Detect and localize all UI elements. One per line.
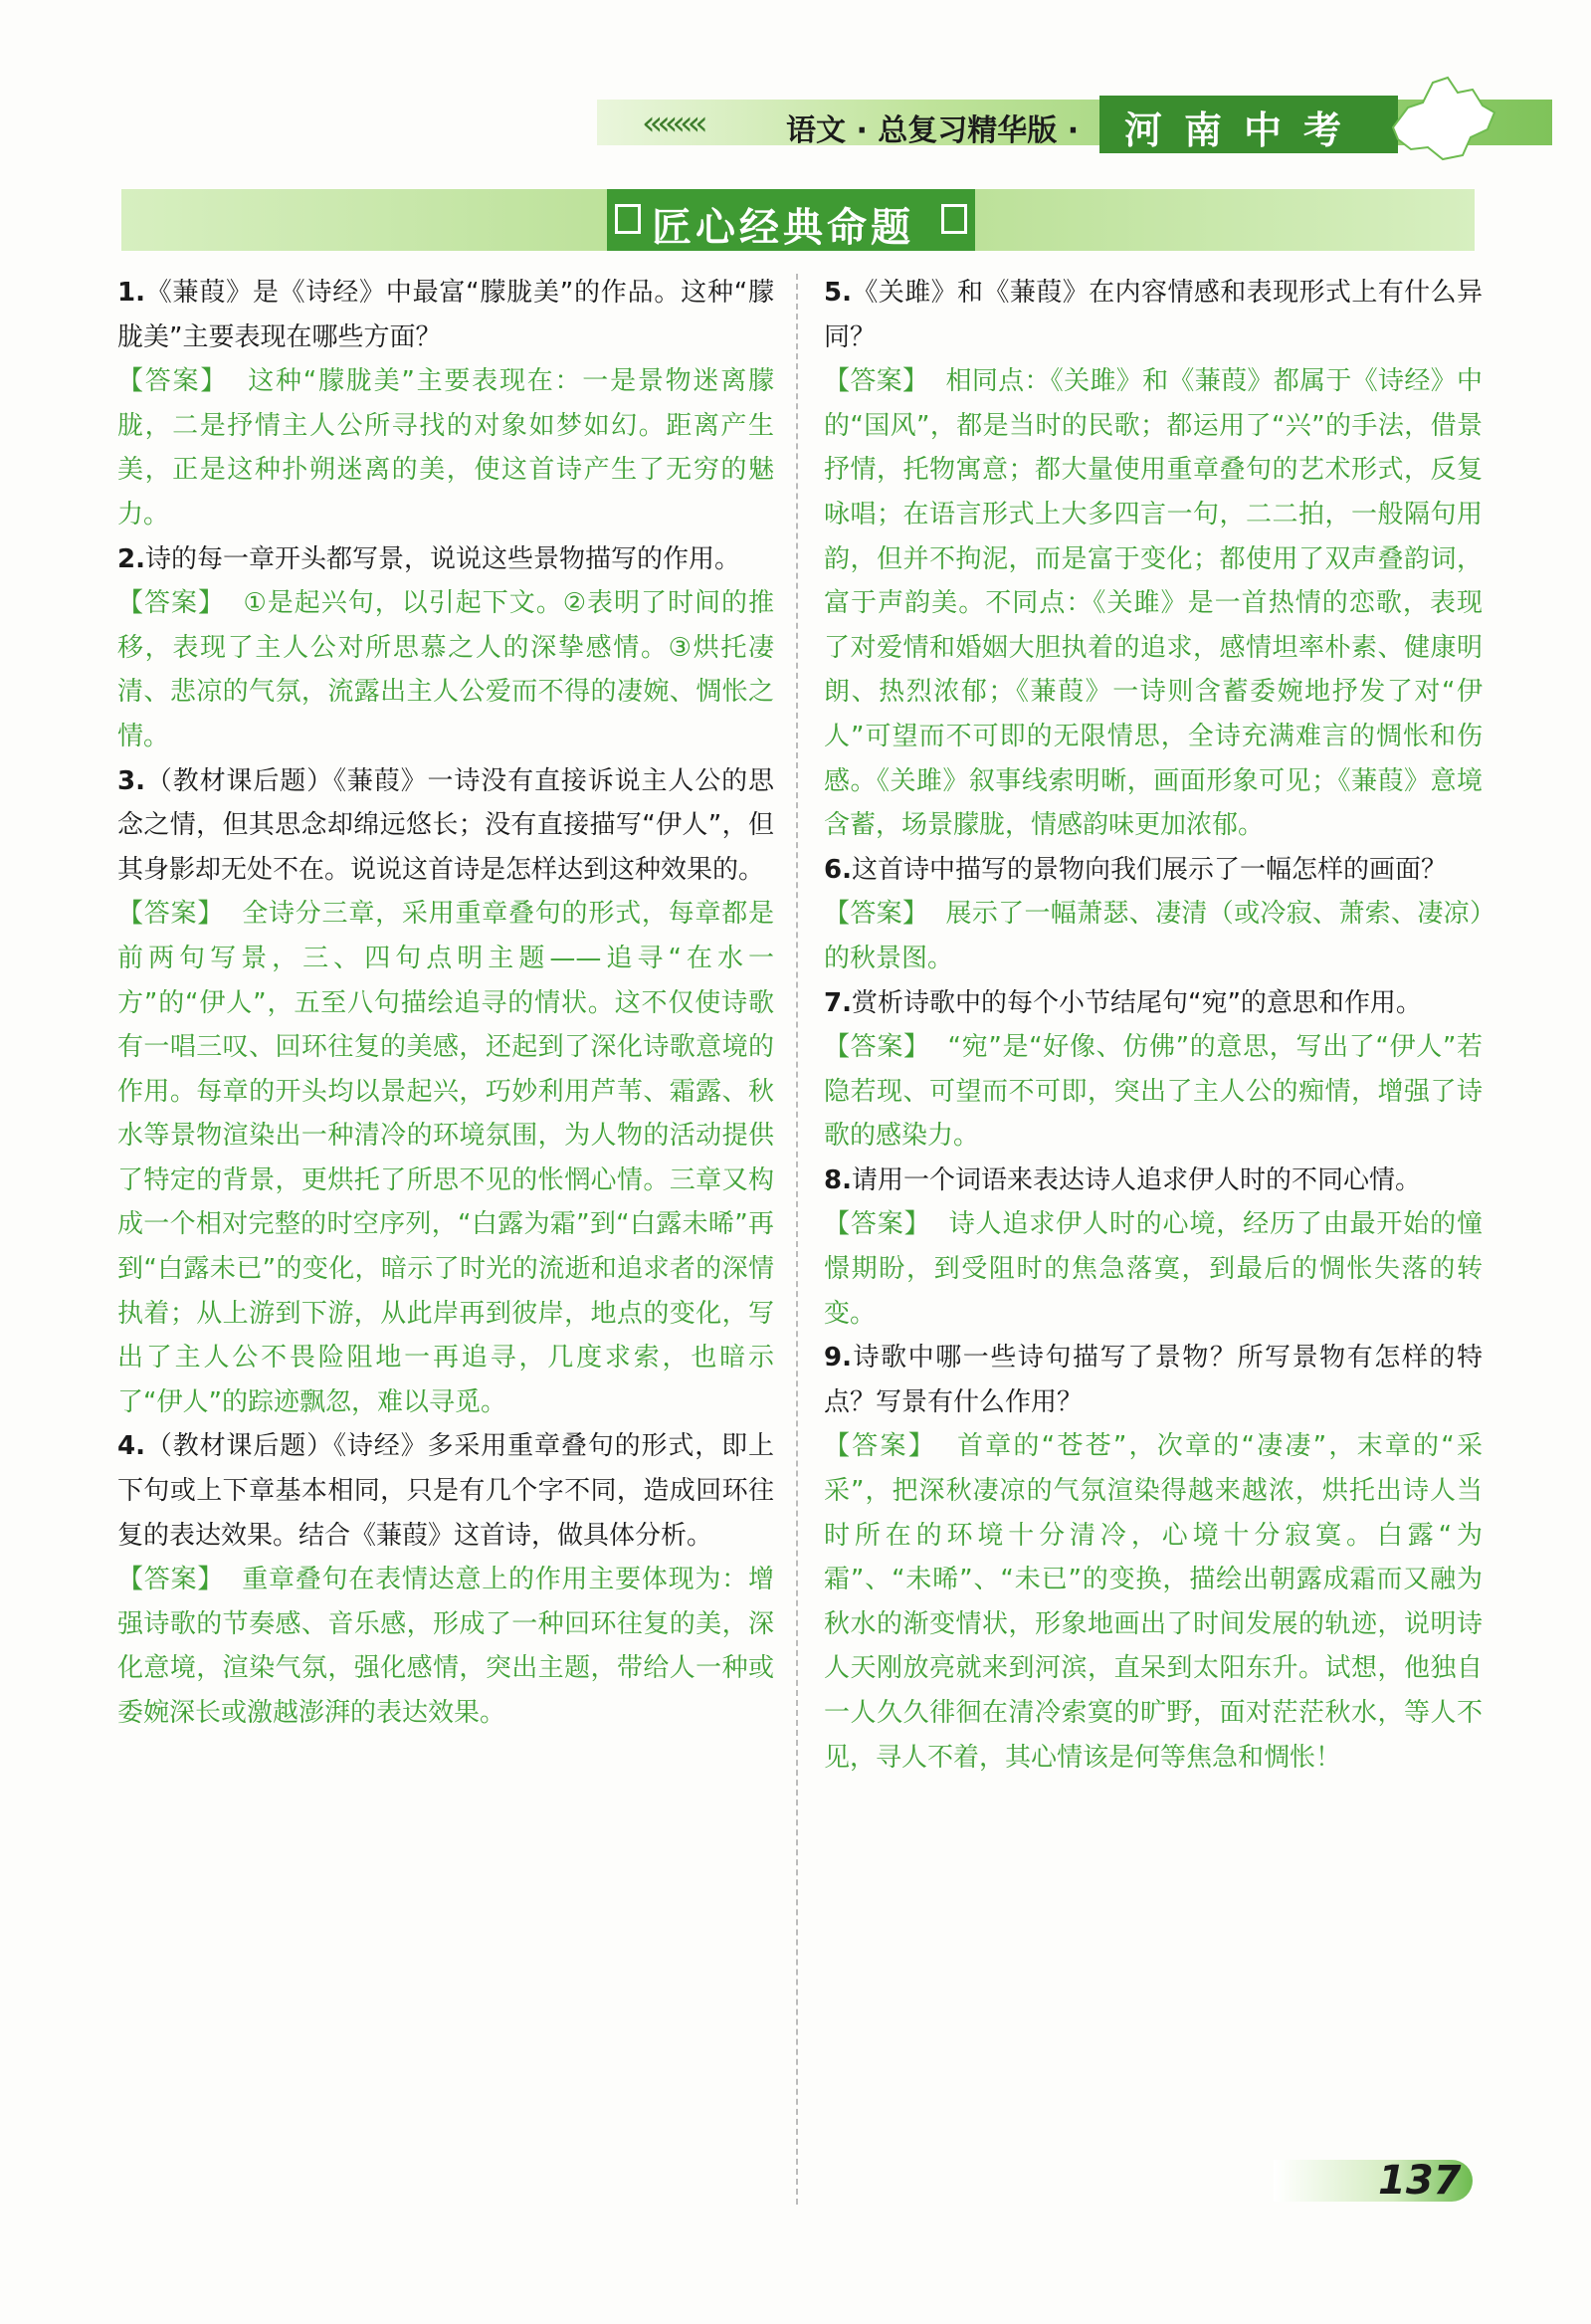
banner-ornament-right bbox=[941, 204, 967, 234]
answer-text: 这种“朦胧美”主要表现在：一是景物迷离朦胧，二是抒情主人公所寻找的对象如梦如幻。距离产生美，正是这种扑朔迷离的美，使这首诗产生了无穷的魅力。 bbox=[117, 366, 774, 529]
question-number: 8. bbox=[824, 1164, 852, 1195]
page-number: 137 bbox=[1378, 2158, 1462, 2204]
question-text: 《关雎》和《蒹葭》在内容情感和表现形式上有什么异同？ bbox=[824, 278, 1483, 352]
answer-text: “宛”是“好像、仿佛”的意思，写出了“伊人”若隐若现、可望而不可即，突出了主人公的痴情，增强了诗歌的感染力。 bbox=[824, 1032, 1483, 1152]
answer-text: 重章叠句在表情达意上的作用主要体现为：增强诗歌的节奏感、音乐感，形成了一种回环往复的美，深化意境，渲染气氛，强化感情，突出主题，带给人一种或委婉深长或激越澎湃的表达效果。 bbox=[117, 1565, 774, 1728]
answer bbox=[824, 1025, 1483, 1159]
answer bbox=[824, 359, 1483, 848]
question bbox=[117, 537, 774, 582]
question-number: 9. bbox=[824, 1343, 852, 1373]
answer-text: 相同点：《关雎》和《蒹葭》都属于《诗经》中的“国风”，都是当时的民歌；都运用了“兴”的手法，借景抒情，托物寓意；都大量使用重章叠句的艺术形式，反复咏唱；在语言形式上大多四言一句，二二拍，一般隔句用韵，但并不拘泥，而是富于变化；都使用了双声叠韵词，富于声韵美。不同点：《关雎》是一首热情的恋歌，表现了对爱情和婚姻大胆执着的追求，感情坦率朴素、健康明朗、热烈浓郁；《蒹葭》一诗则含蓄委婉地抒发了对“伊人”可望而不可即的无限情思，全诗充满难言的惆怅和伤感。《关雎》叙事线索明晰，画面形象可见；《蒹葭》意境含蓄，场景朦胧，情感韵味更加浓郁。 bbox=[824, 366, 1483, 841]
question-text: 诗歌中哪一些诗句描写了景物？所写景物有怎样的特点？写景有什么作用？ bbox=[824, 1343, 1483, 1417]
answer-label: 【答案】 bbox=[824, 899, 929, 930]
answer-label: 【答案】 bbox=[117, 366, 229, 397]
banner-ornament-left bbox=[615, 204, 641, 234]
question-text: 请用一个词语来表达诗人追求伊人时的不同心情。 bbox=[851, 1164, 1421, 1195]
left-column bbox=[117, 271, 774, 1736]
question-block bbox=[117, 271, 774, 537]
question-block bbox=[117, 759, 774, 1425]
answer-label: 【答案】 bbox=[117, 588, 225, 619]
question-text: 《蒹葭》是《诗经》中最富“朦胧美”的作品。这种“朦胧美”主要表现在哪些方面？ bbox=[117, 278, 774, 352]
section-title: 匠心经典命题 bbox=[652, 205, 914, 251]
answer bbox=[824, 1202, 1483, 1336]
question bbox=[117, 271, 774, 359]
question bbox=[117, 1424, 774, 1558]
answer-label: 【答案】 bbox=[117, 1565, 225, 1595]
question bbox=[824, 1159, 1483, 1203]
answer-label: 【答案】 bbox=[824, 1032, 930, 1063]
column-divider bbox=[796, 274, 798, 2205]
chevrons-decoration: ‹‹‹‹‹‹‹‹ bbox=[642, 104, 702, 143]
answer bbox=[824, 892, 1483, 980]
question-text: （教材课后题）《蒹葭》一诗没有直接诉说主人公的思念之情，但其思念却绵远悠长；没有直接描写“伊人”，但其身影却无处不在。说说这首诗是怎样达到这种效果的。 bbox=[117, 765, 774, 885]
question-text: 赏析诗歌中的每个小节结尾句“宛”的意思和作用。 bbox=[851, 987, 1422, 1018]
answer-text: 首章的“苍苍”，次章的“凄凄”，末章的“采采”，把深秋凄凉的气氛渲染得越来越浓，烘托出诗人当时所在的环境十分清冷，心境十分寂寞。白露“为霜”、“未晞”、“未已”的变换，描绘出朝露成霜而又融为秋水的渐变情状，形象地画出了时间发展的轨迹，说明诗人天刚放亮就来到河滨，直呆到太阳东升。试想，他独自一人久久徘徊在清冷索寞的旷野，面对茫茫秋水，等人不见，寻人不着，其心情该是何等焦急和惆怅！ bbox=[824, 1431, 1483, 1773]
question-block bbox=[117, 537, 774, 759]
answer-label: 【答案】 bbox=[824, 366, 929, 397]
answer-text: 诗人追求伊人时的心境，经历了由最开始的憧憬期盼，到受阻时的焦急落寞，到最后的惆怅失落的转变。 bbox=[824, 1209, 1483, 1329]
answer-label: 【答案】 bbox=[824, 1431, 936, 1462]
question-number: 1. bbox=[117, 278, 145, 308]
brand-title: 河南中考 bbox=[1124, 108, 1364, 152]
question-text: （教材课后题）《诗经》多采用重章叠句的形式，即上下句或上下章基本相同，只是有几个字不同，造成回环往复的表达效果。结合《蒹葭》这首诗，做具体分析。 bbox=[117, 1431, 774, 1551]
question-block bbox=[824, 1159, 1483, 1336]
answer-label: 【答案】 bbox=[117, 899, 225, 930]
question-number: 2. bbox=[117, 543, 145, 574]
answer bbox=[824, 1424, 1483, 1780]
right-column bbox=[824, 271, 1483, 1780]
question bbox=[824, 1336, 1483, 1424]
answer bbox=[117, 581, 774, 758]
question-text: 这首诗中描写的景物向我们展示了一幅怎样的画面？ bbox=[851, 854, 1447, 885]
question-block bbox=[824, 981, 1483, 1159]
question-number: 4. bbox=[117, 1431, 145, 1462]
question-block bbox=[824, 848, 1483, 981]
question-number: 6. bbox=[824, 854, 852, 885]
question-block bbox=[117, 1424, 774, 1735]
question-number: 5. bbox=[824, 278, 852, 308]
answer bbox=[117, 1558, 774, 1735]
answer-text: 全诗分三章，采用重章叠句的形式，每章都是前两句写景，三、四句点明主题——追寻“在水一方”的“伊人”，五至八句描绘追寻的情状。这不仅使诗歌有一唱三叹、回环往复的美感，还起到了深化诗歌意境的作用。每章的开头均以景起兴，巧妙利用芦苇、霜露、秋水等景物渲染出一种清冷的环境氛围，为人物的活动提供了特定的背景，更烘托了所思不见的怅惘心情。三章又构成一个相对完整的时空序列，“白露为霜”到“白露未晞”再到“白露未已”的变化，暗示了时光的流逝和追求者的深情执着；从上游到下游，从此岸再到彼岸，地点的变化，写出了主人公不畏险阻地一再追寻，几度求索，也暗示了“伊人”的踪迹飘忽，难以寻觅。 bbox=[117, 899, 774, 1417]
question bbox=[824, 848, 1483, 893]
question-text: 诗的每一章开头都写景，说说这些景物描写的作用。 bbox=[144, 543, 740, 574]
series-title: 语文 · 总复习精华版 · bbox=[786, 113, 1080, 148]
question bbox=[824, 981, 1483, 1026]
henan-map-icon bbox=[1383, 68, 1502, 167]
answer-text: ①是起兴句，以引起下文。②表明了时间的推移，表现了主人公对所思慕之人的深挚感情。③烘托凄清、悲凉的气氛，流露出主人公爱而不得的凄婉、惆怅之情。 bbox=[117, 588, 774, 751]
answer bbox=[117, 359, 774, 536]
question-number: 3. bbox=[117, 765, 145, 796]
question-block bbox=[824, 271, 1483, 848]
answer-text: 展示了一幅萧瑟、凄清（或冷寂、萧索、凄凉）的秋景图。 bbox=[824, 899, 1483, 973]
question bbox=[117, 759, 774, 893]
question-number: 7. bbox=[824, 987, 852, 1018]
question bbox=[824, 271, 1483, 359]
question-block bbox=[824, 1336, 1483, 1780]
answer-label: 【答案】 bbox=[824, 1209, 931, 1240]
answer bbox=[117, 892, 774, 1424]
